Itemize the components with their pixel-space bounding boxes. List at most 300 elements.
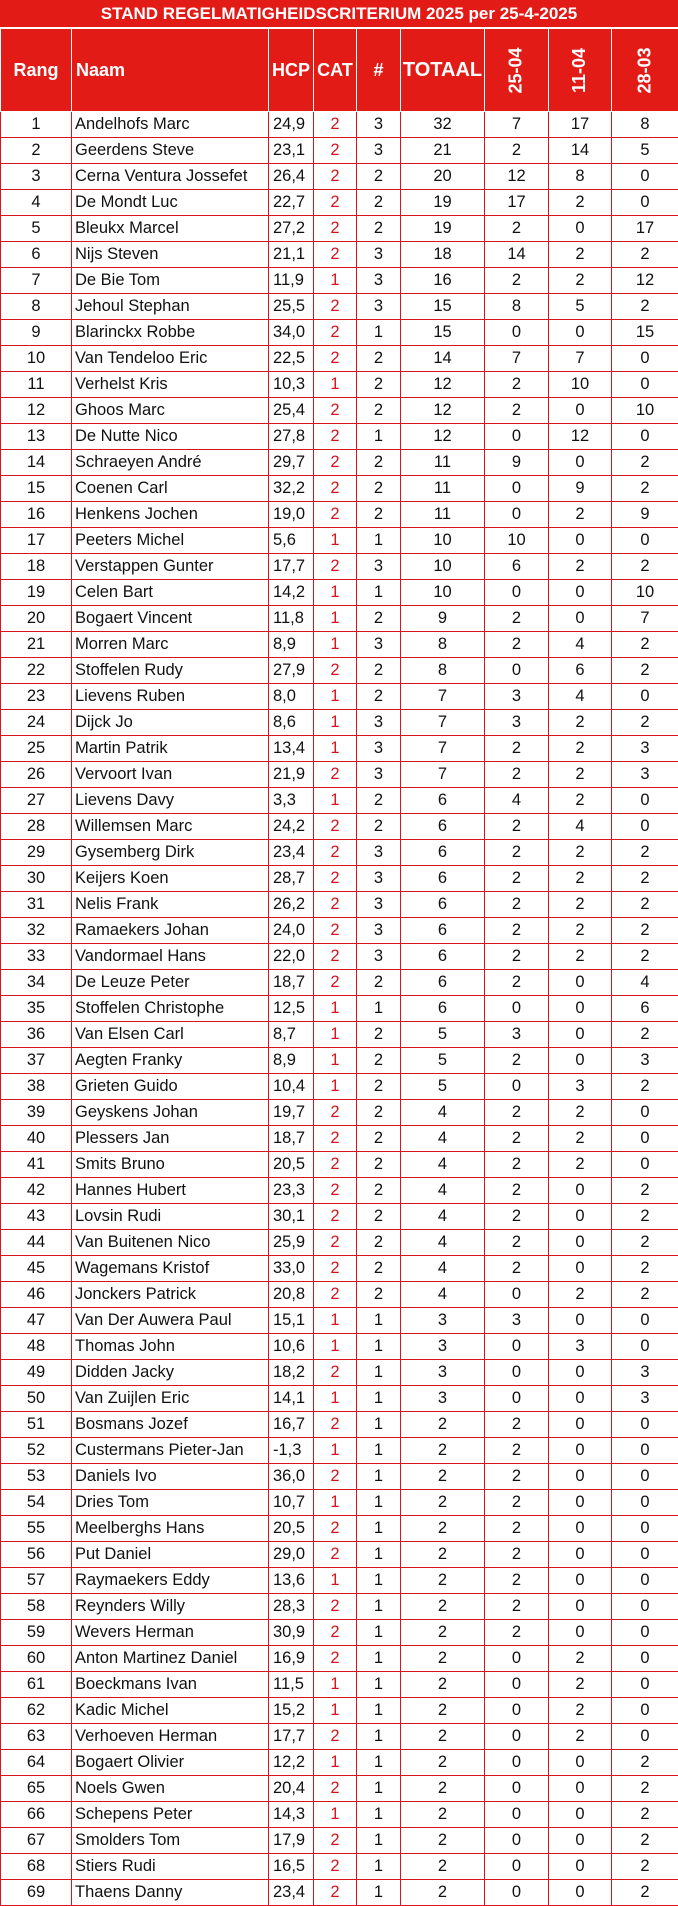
date-1-cell: 0: [485, 1880, 549, 1906]
date-2-cell: 0: [549, 1178, 612, 1204]
date-2-cell: 14: [549, 138, 612, 164]
count-cell: 3: [357, 762, 401, 788]
totaal-cell: 5: [401, 1074, 485, 1100]
table-row: [1, 918, 678, 944]
count-cell: 1: [357, 1776, 401, 1802]
date-2-cell: 7: [549, 346, 612, 372]
date-3-cell: 3: [612, 1360, 678, 1386]
date-1-cell: 2: [485, 840, 549, 866]
count-cell: 1: [357, 1880, 401, 1906]
naam-cell: De Mondt Luc: [72, 190, 269, 216]
cat-cell: 2: [314, 1854, 357, 1880]
hcp-cell: 29,7: [269, 450, 314, 476]
date-3-cell: 0: [612, 164, 678, 190]
cat-cell: 1: [314, 372, 357, 398]
count-cell: 1: [357, 1412, 401, 1438]
date-3-cell: 0: [612, 1126, 678, 1152]
hcp-cell: 19,0: [269, 502, 314, 528]
date-3-cell: 2: [612, 242, 678, 268]
count-cell: 3: [357, 632, 401, 658]
naam-cell: Schepens Peter: [72, 1802, 269, 1828]
rang-cell: 13: [1, 424, 72, 450]
cat-cell: 2: [314, 762, 357, 788]
date-1-cell: 0: [485, 424, 549, 450]
count-cell: 1: [357, 1672, 401, 1698]
count-cell: 2: [357, 476, 401, 502]
hcp-cell: 20,5: [269, 1152, 314, 1178]
cat-cell: 1: [314, 736, 357, 762]
table-row: [1, 1074, 678, 1100]
hcp-cell: 23,3: [269, 1178, 314, 1204]
naam-cell: Bosmans Jozef: [72, 1412, 269, 1438]
totaal-cell: 2: [401, 1542, 485, 1568]
date-2-cell: 0: [549, 1854, 612, 1880]
hcp-cell: 17,7: [269, 554, 314, 580]
totaal-cell: 3: [401, 1334, 485, 1360]
hcp-cell: 5,6: [269, 528, 314, 554]
naam-cell: Vandormael Hans: [72, 944, 269, 970]
table-row: [1, 1282, 678, 1308]
table-row: [1, 1802, 678, 1828]
totaal-cell: 2: [401, 1568, 485, 1594]
header-date-2-label: 11-04: [569, 47, 590, 92]
cat-cell: 1: [314, 268, 357, 294]
hcp-cell: 20,4: [269, 1776, 314, 1802]
date-3-cell: 0: [612, 1568, 678, 1594]
naam-cell: Geerdens Steve: [72, 138, 269, 164]
hcp-cell: 21,1: [269, 242, 314, 268]
rang-cell: 41: [1, 1152, 72, 1178]
date-3-cell: 15: [612, 320, 678, 346]
naam-cell: De Bie Tom: [72, 268, 269, 294]
naam-cell: Geyskens Johan: [72, 1100, 269, 1126]
date-3-cell: 0: [612, 1490, 678, 1516]
date-1-cell: 2: [485, 892, 549, 918]
naam-cell: Thaens Danny: [72, 1880, 269, 1906]
rang-cell: 48: [1, 1334, 72, 1360]
date-1-cell: 0: [485, 1724, 549, 1750]
count-cell: 3: [357, 866, 401, 892]
date-2-cell: 2: [549, 710, 612, 736]
totaal-cell: 10: [401, 554, 485, 580]
cat-cell: 1: [314, 1308, 357, 1334]
rang-cell: 20: [1, 606, 72, 632]
totaal-cell: 4: [401, 1152, 485, 1178]
count-cell: 3: [357, 268, 401, 294]
date-1-cell: 0: [485, 1282, 549, 1308]
date-3-cell: 12: [612, 268, 678, 294]
hcp-cell: 17,7: [269, 1724, 314, 1750]
table-row: [1, 1126, 678, 1152]
totaal-cell: 16: [401, 268, 485, 294]
table-row: [1, 554, 678, 580]
naam-cell: Raymaekers Eddy: [72, 1568, 269, 1594]
date-1-cell: 2: [485, 1152, 549, 1178]
table-row: [1, 736, 678, 762]
table-row: [1, 944, 678, 970]
cat-cell: 1: [314, 1386, 357, 1412]
date-2-cell: 0: [549, 580, 612, 606]
rang-cell: 60: [1, 1646, 72, 1672]
count-cell: 2: [357, 1256, 401, 1282]
totaal-cell: 4: [401, 1126, 485, 1152]
hcp-cell: 11,5: [269, 1672, 314, 1698]
table-row: [1, 476, 678, 502]
rang-cell: 44: [1, 1230, 72, 1256]
date-2-cell: 6: [549, 658, 612, 684]
naam-cell: Lovsin Rudi: [72, 1204, 269, 1230]
date-3-cell: 0: [612, 1152, 678, 1178]
cat-cell: 2: [314, 1178, 357, 1204]
date-2-cell: 2: [549, 190, 612, 216]
date-2-cell: 0: [549, 1594, 612, 1620]
table-row: [1, 970, 678, 996]
cat-cell: 2: [314, 1542, 357, 1568]
header-date-2: [549, 29, 612, 112]
date-1-cell: 0: [485, 320, 549, 346]
totaal-cell: 7: [401, 762, 485, 788]
totaal-cell: 6: [401, 866, 485, 892]
totaal-cell: 6: [401, 944, 485, 970]
totaal-cell: 12: [401, 372, 485, 398]
rang-cell: 1: [1, 112, 72, 138]
table-row: [1, 1724, 678, 1750]
date-3-cell: 10: [612, 398, 678, 424]
date-2-cell: 2: [549, 840, 612, 866]
totaal-cell: 2: [401, 1516, 485, 1542]
count-cell: 2: [357, 1178, 401, 1204]
date-1-cell: 2: [485, 762, 549, 788]
hcp-cell: 10,4: [269, 1074, 314, 1100]
hcp-cell: 10,3: [269, 372, 314, 398]
totaal-cell: 2: [401, 1698, 485, 1724]
cat-cell: 2: [314, 1126, 357, 1152]
cat-cell: 2: [314, 970, 357, 996]
hcp-cell: -1,3: [269, 1438, 314, 1464]
naam-cell: Cerna Ventura Jossefet: [72, 164, 269, 190]
cat-cell: 2: [314, 1464, 357, 1490]
date-3-cell: 2: [612, 1854, 678, 1880]
totaal-cell: 6: [401, 840, 485, 866]
totaal-cell: 6: [401, 996, 485, 1022]
cat-cell: 2: [314, 476, 357, 502]
totaal-cell: 6: [401, 788, 485, 814]
header-rang: Rang: [1, 29, 72, 112]
date-3-cell: 0: [612, 1438, 678, 1464]
date-1-cell: 2: [485, 1490, 549, 1516]
date-3-cell: 2: [612, 476, 678, 502]
naam-cell: De Nutte Nico: [72, 424, 269, 450]
cat-cell: 2: [314, 892, 357, 918]
table-row: [1, 814, 678, 840]
count-cell: 1: [357, 1464, 401, 1490]
totaal-cell: 5: [401, 1048, 485, 1074]
date-1-cell: 2: [485, 1230, 549, 1256]
cat-cell: 2: [314, 346, 357, 372]
cat-cell: 2: [314, 294, 357, 320]
date-1-cell: 0: [485, 1360, 549, 1386]
totaal-cell: 6: [401, 814, 485, 840]
rang-cell: 23: [1, 684, 72, 710]
date-3-cell: 0: [612, 528, 678, 554]
rang-cell: 4: [1, 190, 72, 216]
table-row: [1, 580, 678, 606]
naam-cell: Henkens Jochen: [72, 502, 269, 528]
date-2-cell: 10: [549, 372, 612, 398]
hcp-cell: 33,0: [269, 1256, 314, 1282]
hcp-cell: 25,4: [269, 398, 314, 424]
totaal-cell: 4: [401, 1256, 485, 1282]
count-cell: 1: [357, 1490, 401, 1516]
totaal-cell: 2: [401, 1750, 485, 1776]
rang-cell: 55: [1, 1516, 72, 1542]
date-2-cell: 0: [549, 1308, 612, 1334]
cat-cell: 2: [314, 658, 357, 684]
cat-cell: 1: [314, 710, 357, 736]
rang-cell: 42: [1, 1178, 72, 1204]
count-cell: 1: [357, 1360, 401, 1386]
cat-cell: 2: [314, 1360, 357, 1386]
cat-cell: 1: [314, 580, 357, 606]
hcp-cell: 16,5: [269, 1854, 314, 1880]
date-1-cell: 0: [485, 1698, 549, 1724]
rang-cell: 58: [1, 1594, 72, 1620]
table-row: [1, 892, 678, 918]
hcp-cell: 23,4: [269, 840, 314, 866]
rang-cell: 24: [1, 710, 72, 736]
rang-cell: 27: [1, 788, 72, 814]
cat-cell: 1: [314, 684, 357, 710]
date-1-cell: 7: [485, 346, 549, 372]
date-2-cell: 2: [549, 1282, 612, 1308]
date-1-cell: 2: [485, 736, 549, 762]
hcp-cell: 15,1: [269, 1308, 314, 1334]
cat-cell: 2: [314, 216, 357, 242]
date-1-cell: 3: [485, 1308, 549, 1334]
rang-cell: 32: [1, 918, 72, 944]
rang-cell: 62: [1, 1698, 72, 1724]
count-cell: 1: [357, 1438, 401, 1464]
date-3-cell: 2: [612, 892, 678, 918]
date-2-cell: 12: [549, 424, 612, 450]
rang-cell: 34: [1, 970, 72, 996]
table-row: [1, 346, 678, 372]
rang-cell: 33: [1, 944, 72, 970]
hcp-cell: 26,2: [269, 892, 314, 918]
date-2-cell: 4: [549, 684, 612, 710]
date-1-cell: 0: [485, 996, 549, 1022]
totaal-cell: 4: [401, 1178, 485, 1204]
totaal-cell: 3: [401, 1386, 485, 1412]
hcp-cell: 12,5: [269, 996, 314, 1022]
count-cell: 1: [357, 1620, 401, 1646]
totaal-cell: 11: [401, 450, 485, 476]
date-1-cell: 2: [485, 1204, 549, 1230]
totaal-cell: 6: [401, 892, 485, 918]
naam-cell: Anton Martinez Daniel: [72, 1646, 269, 1672]
table-row: [1, 1022, 678, 1048]
hcp-cell: 10,7: [269, 1490, 314, 1516]
naam-cell: Plessers Jan: [72, 1126, 269, 1152]
totaal-cell: 7: [401, 684, 485, 710]
date-3-cell: 0: [612, 1646, 678, 1672]
table-row: [1, 1230, 678, 1256]
naam-cell: Bogaert Olivier: [72, 1750, 269, 1776]
totaal-cell: 2: [401, 1594, 485, 1620]
count-cell: 1: [357, 1724, 401, 1750]
date-1-cell: 2: [485, 1516, 549, 1542]
date-1-cell: 2: [485, 1438, 549, 1464]
totaal-cell: 14: [401, 346, 485, 372]
date-2-cell: 0: [549, 398, 612, 424]
table-row: [1, 268, 678, 294]
rang-cell: 35: [1, 996, 72, 1022]
date-1-cell: 2: [485, 866, 549, 892]
table-row: [1, 1828, 678, 1854]
hcp-cell: 27,2: [269, 216, 314, 242]
rang-cell: 38: [1, 1074, 72, 1100]
header-cat: CAT: [314, 29, 357, 112]
hcp-cell: 24,0: [269, 918, 314, 944]
rang-cell: 67: [1, 1828, 72, 1854]
count-cell: 3: [357, 294, 401, 320]
cat-cell: 1: [314, 1334, 357, 1360]
date-3-cell: 4: [612, 970, 678, 996]
table-row: [1, 1776, 678, 1802]
date-1-cell: 0: [485, 1672, 549, 1698]
table-row: [1, 632, 678, 658]
naam-cell: Stoffelen Rudy: [72, 658, 269, 684]
rang-cell: 64: [1, 1750, 72, 1776]
cat-cell: 2: [314, 424, 357, 450]
naam-cell: Nelis Frank: [72, 892, 269, 918]
totaal-cell: 8: [401, 632, 485, 658]
table-row: [1, 996, 678, 1022]
date-3-cell: 0: [612, 1464, 678, 1490]
table-row: [1, 1490, 678, 1516]
count-cell: 1: [357, 528, 401, 554]
totaal-cell: 19: [401, 190, 485, 216]
hcp-cell: 8,0: [269, 684, 314, 710]
date-3-cell: 5: [612, 138, 678, 164]
totaal-cell: 2: [401, 1724, 485, 1750]
date-2-cell: 2: [549, 268, 612, 294]
count-cell: 2: [357, 606, 401, 632]
date-1-cell: 0: [485, 1776, 549, 1802]
date-3-cell: 8: [612, 112, 678, 138]
cat-cell: 2: [314, 1204, 357, 1230]
table-row: [1, 710, 678, 736]
rang-cell: 30: [1, 866, 72, 892]
cat-cell: 1: [314, 606, 357, 632]
naam-cell: Bogaert Vincent: [72, 606, 269, 632]
totaal-cell: 2: [401, 1828, 485, 1854]
rang-cell: 11: [1, 372, 72, 398]
totaal-cell: 5: [401, 1022, 485, 1048]
table-row: [1, 1646, 678, 1672]
table-row: [1, 1386, 678, 1412]
table-row: [1, 866, 678, 892]
totaal-cell: 10: [401, 528, 485, 554]
cat-cell: 1: [314, 528, 357, 554]
naam-cell: Lievens Davy: [72, 788, 269, 814]
totaal-cell: 7: [401, 710, 485, 736]
date-3-cell: 0: [612, 1334, 678, 1360]
rang-cell: 66: [1, 1802, 72, 1828]
totaal-cell: 2: [401, 1438, 485, 1464]
totaal-cell: 3: [401, 1360, 485, 1386]
date-2-cell: 2: [549, 1698, 612, 1724]
cat-cell: 2: [314, 112, 357, 138]
count-cell: 3: [357, 840, 401, 866]
count-cell: 1: [357, 1334, 401, 1360]
count-cell: 2: [357, 346, 401, 372]
naam-cell: Stiers Rudi: [72, 1854, 269, 1880]
count-cell: 1: [357, 320, 401, 346]
table-row: [1, 1048, 678, 1074]
hcp-cell: 20,5: [269, 1516, 314, 1542]
naam-cell: Jehoul Stephan: [72, 294, 269, 320]
rang-cell: 17: [1, 528, 72, 554]
table-row: [1, 1750, 678, 1776]
date-3-cell: 0: [612, 346, 678, 372]
rang-cell: 7: [1, 268, 72, 294]
hcp-cell: 15,2: [269, 1698, 314, 1724]
naam-cell: Verhelst Kris: [72, 372, 269, 398]
rang-cell: 59: [1, 1620, 72, 1646]
count-cell: 2: [357, 684, 401, 710]
date-1-cell: 2: [485, 606, 549, 632]
rang-cell: 61: [1, 1672, 72, 1698]
hcp-cell: 3,3: [269, 788, 314, 814]
count-cell: 3: [357, 112, 401, 138]
date-3-cell: 2: [612, 840, 678, 866]
totaal-cell: 2: [401, 1464, 485, 1490]
table-row: [1, 1152, 678, 1178]
cat-cell: 1: [314, 632, 357, 658]
totaal-cell: 3: [401, 1308, 485, 1334]
cat-cell: 2: [314, 1594, 357, 1620]
date-3-cell: 2: [612, 1282, 678, 1308]
date-2-cell: 0: [549, 1542, 612, 1568]
hcp-cell: 8,9: [269, 632, 314, 658]
rang-cell: 16: [1, 502, 72, 528]
hcp-cell: 14,3: [269, 1802, 314, 1828]
date-2-cell: 0: [549, 1828, 612, 1854]
date-2-cell: 3: [549, 1334, 612, 1360]
rang-cell: 46: [1, 1282, 72, 1308]
cat-cell: 2: [314, 164, 357, 190]
naam-cell: Wagemans Kristof: [72, 1256, 269, 1282]
count-cell: 2: [357, 1048, 401, 1074]
naam-cell: Lievens Ruben: [72, 684, 269, 710]
date-3-cell: 2: [612, 1828, 678, 1854]
cat-cell: 2: [314, 398, 357, 424]
table-row: [1, 1880, 678, 1906]
date-2-cell: 0: [549, 1048, 612, 1074]
naam-cell: Van Zuijlen Eric: [72, 1386, 269, 1412]
hcp-cell: 34,0: [269, 320, 314, 346]
header-row: [1, 29, 678, 112]
date-3-cell: 2: [612, 632, 678, 658]
naam-cell: Meelberghs Hans: [72, 1516, 269, 1542]
cat-cell: 2: [314, 866, 357, 892]
rang-cell: 2: [1, 138, 72, 164]
count-cell: 3: [357, 138, 401, 164]
table-row: [1, 372, 678, 398]
count-cell: 1: [357, 996, 401, 1022]
rang-cell: 50: [1, 1386, 72, 1412]
